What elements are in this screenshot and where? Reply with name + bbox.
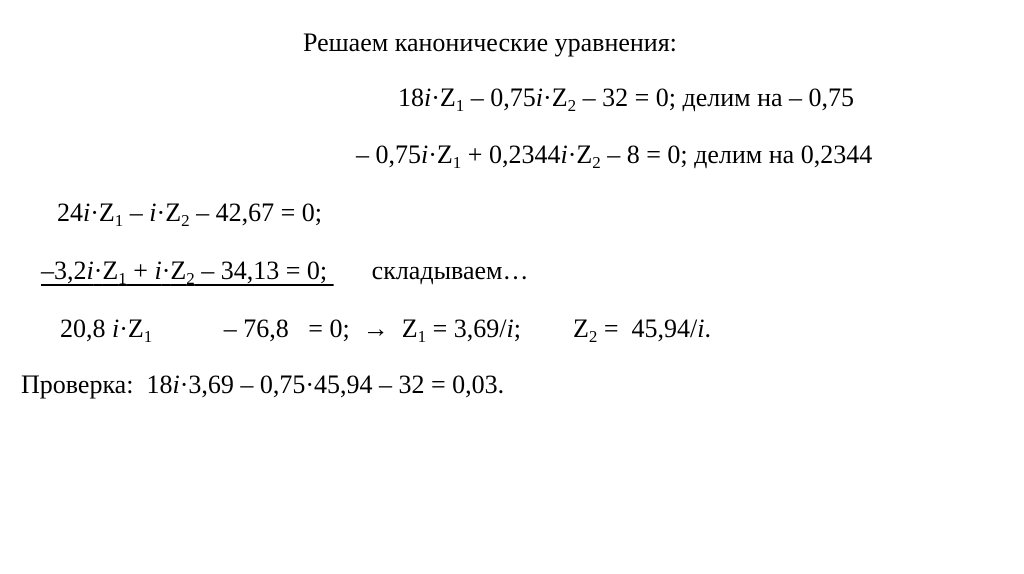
eq2-z1: Z bbox=[436, 140, 453, 169]
eq2-var1: i bbox=[421, 140, 429, 169]
eq2-tail: – 8 = 0; делим на 0,2344 bbox=[600, 140, 873, 169]
eq1-z1: Z bbox=[439, 83, 456, 112]
eq4-mid: + bbox=[126, 256, 155, 285]
eq4-z1: Z bbox=[102, 256, 119, 285]
eq5-var-res2: i bbox=[697, 314, 705, 343]
eq5-res2b: . bbox=[704, 314, 711, 343]
eq5-coef1: 20,8 bbox=[60, 314, 112, 343]
eq1-tail: – 32 = 0; делим на – 0,75 bbox=[576, 83, 855, 112]
eq3-mid: – bbox=[123, 198, 150, 227]
heading-text: Решаем канонические уравнения: bbox=[303, 28, 677, 57]
check-var: i bbox=[172, 370, 180, 399]
eq2-dot2: · bbox=[567, 140, 577, 169]
eq5-dot1: · bbox=[119, 314, 128, 343]
eq2-dot1: · bbox=[428, 140, 437, 169]
eq5-result-sub2: 2 bbox=[588, 327, 598, 346]
eq3-z2: Z bbox=[165, 198, 182, 227]
eq4-coef1: –3,2 bbox=[41, 256, 87, 285]
eq1-var1: i bbox=[424, 83, 432, 112]
eq3-dot1: · bbox=[90, 198, 99, 227]
eq4-var1: i bbox=[86, 256, 94, 285]
eq4-var2: i bbox=[154, 256, 162, 285]
eq4-note: складываем… bbox=[371, 256, 529, 285]
eq1-sub2: 2 bbox=[567, 96, 577, 115]
eq2-mid: + 0,2344 bbox=[461, 140, 561, 169]
eq1-dot1: · bbox=[431, 83, 440, 112]
equation-5 bbox=[60, 314, 711, 344]
eq1-coef1: 18 bbox=[398, 83, 424, 112]
eq2-z2: Z bbox=[576, 140, 593, 169]
eq1-mid: – 0,75 bbox=[464, 83, 536, 112]
eq1-z2: Z bbox=[551, 83, 568, 112]
equation-2 bbox=[356, 140, 872, 170]
eq5-result-sub1: 1 bbox=[417, 327, 427, 346]
eq1-dot2: · bbox=[543, 83, 552, 112]
eq3-coef1: 24 bbox=[57, 198, 83, 227]
eq5-res1a: = 3,69/ bbox=[426, 314, 507, 343]
eq5-z-result1: Z bbox=[401, 314, 418, 343]
eq4-z2: Z bbox=[170, 256, 187, 285]
eq5-var1: i bbox=[112, 314, 120, 343]
check-line bbox=[21, 370, 504, 400]
eq5-z-result2: Z bbox=[572, 314, 589, 343]
check-label: Проверка: bbox=[21, 370, 134, 399]
eq3-sub2: 2 bbox=[181, 211, 190, 230]
check-expr-b: 3,69 – 0,75·45,94 – 32 = 0,03. bbox=[188, 370, 505, 399]
eq3-z1: Z bbox=[98, 198, 115, 227]
eq3-sub1: 1 bbox=[114, 211, 124, 230]
eq5-mid: – 76,8 = 0; → bbox=[152, 314, 402, 343]
eq3-var2: i bbox=[149, 198, 157, 227]
eq5-res2: = 45,94/ bbox=[597, 314, 698, 343]
eq4-underlined bbox=[41, 256, 334, 288]
heading bbox=[303, 28, 677, 58]
check-dot: · bbox=[179, 370, 189, 399]
eq3-var1: i bbox=[83, 198, 91, 227]
eq3-tail: – 42,67 = 0; bbox=[189, 198, 322, 227]
eq2-var2: i bbox=[560, 140, 568, 169]
eq5-sub1: 1 bbox=[143, 327, 153, 346]
eq1-sub1: 1 bbox=[455, 96, 465, 115]
eq5-res1b: ; bbox=[513, 314, 521, 343]
eq2-sub2: 2 bbox=[592, 153, 601, 172]
eq5-z1: Z bbox=[127, 314, 144, 343]
eq4-dot1: · bbox=[93, 256, 103, 285]
eq4-sub2: 2 bbox=[186, 269, 195, 288]
eq3-dot2: · bbox=[156, 198, 166, 227]
check-expr-a: 18 bbox=[133, 370, 173, 399]
eq4-dot2: · bbox=[161, 256, 171, 285]
eq2-sub1: 1 bbox=[452, 153, 462, 172]
eq1-var2: i bbox=[535, 83, 544, 112]
eq2-lead: – 0,75 bbox=[356, 140, 421, 169]
equation-4 bbox=[41, 256, 529, 286]
eq4-sub1: 1 bbox=[118, 269, 127, 288]
eq4-tail: – 34,13 = 0; bbox=[194, 256, 334, 285]
equation-3 bbox=[57, 198, 322, 228]
eq5-var-res1: i bbox=[506, 314, 514, 343]
equation-1 bbox=[398, 83, 854, 113]
